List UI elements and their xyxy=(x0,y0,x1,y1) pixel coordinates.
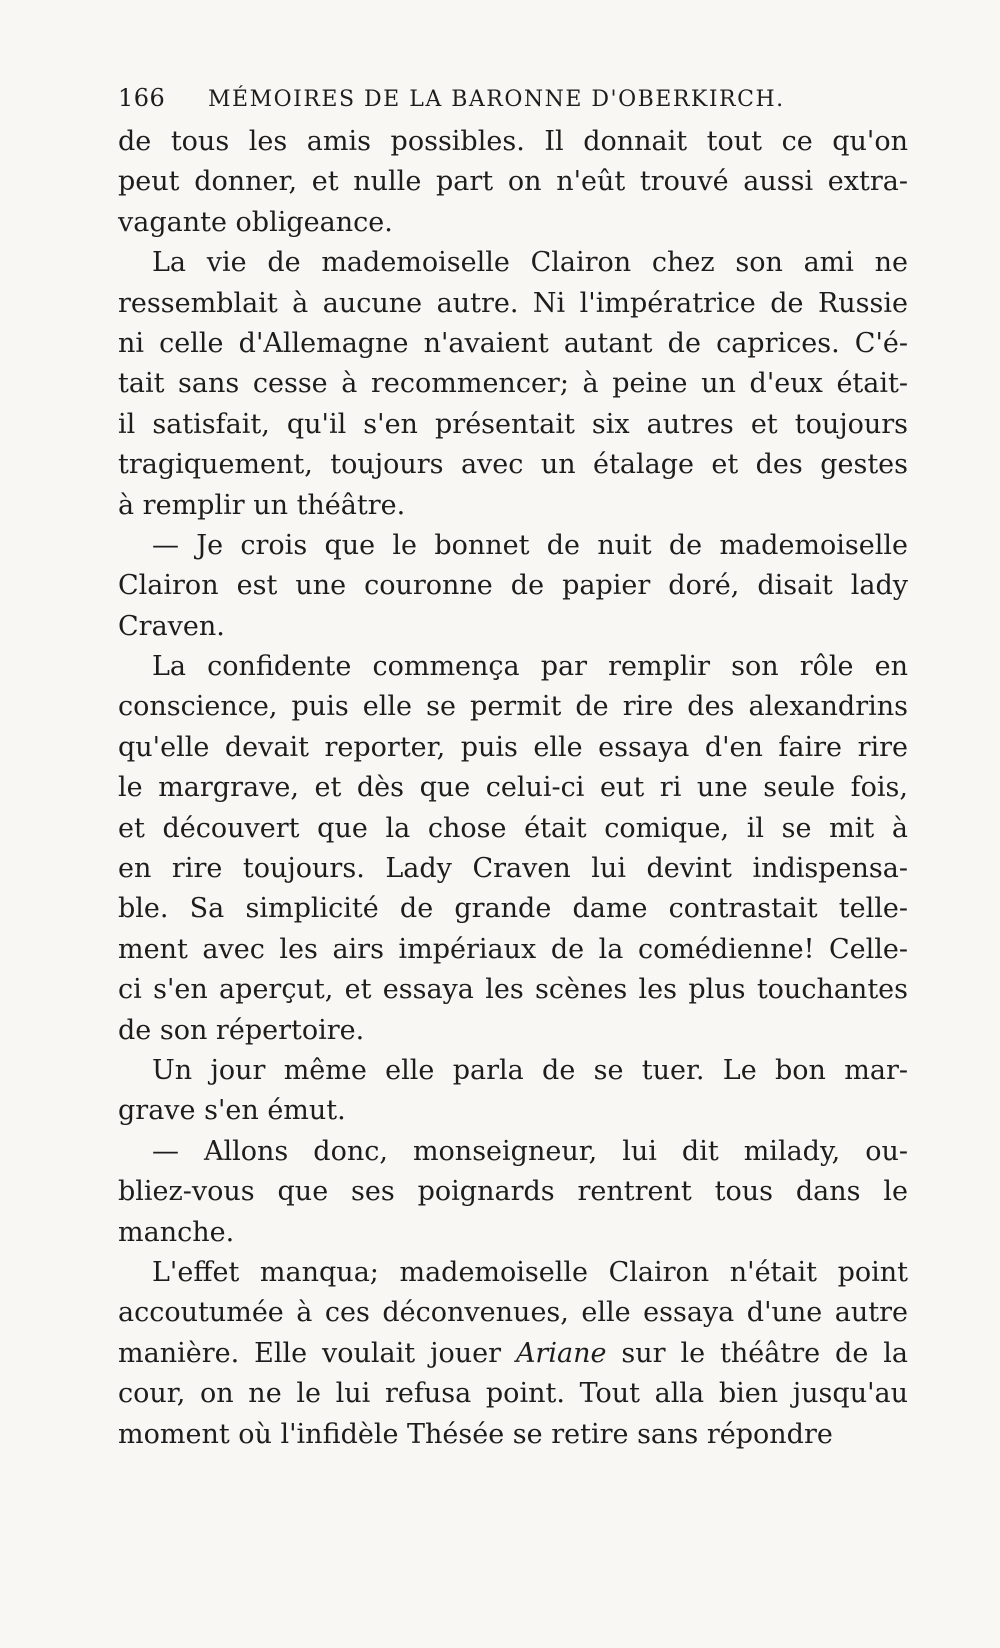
text-line: Un jour même elle parla de se tuer. Le bon mar- xyxy=(152,1054,908,1086)
italic-title: Ariane xyxy=(515,1337,607,1369)
text-line: ment avec les airs impériaux de la comédienne! Celle- xyxy=(118,933,908,965)
text-line: qu'elle devait reporter, puis elle essaya d'en faire rire xyxy=(118,731,908,763)
text-line: La confidente commença par remplir son rôle en xyxy=(152,651,908,683)
text-line: et découvert que la chose était comique, il se mit à xyxy=(118,812,908,844)
text-line: La vie de mademoiselle Clairon chez son ami ne xyxy=(152,247,908,279)
text-line: bliez-vous que ses poignards rentrent tous dans le xyxy=(118,1176,908,1208)
text-line: tait sans cesse à recommencer; à peine un d'eux était- xyxy=(118,368,908,400)
text-line: L'effet manqua; mademoiselle Clairon n'était point xyxy=(152,1256,908,1288)
text-line: peut donner, et nulle part on n'eût trouvé aussi extra- xyxy=(118,166,908,198)
text-line: grave s'en émut. xyxy=(118,1095,346,1127)
text-line: en rire toujours. Lady Craven lui devint indispensa- xyxy=(118,853,908,885)
text-line: ressemblait à aucune autre. Ni l'impératrice de Russie xyxy=(118,287,908,319)
text-line: conscience, puis elle se permit de rire des alexandrins xyxy=(118,691,908,723)
text-line: Craven. xyxy=(118,610,225,642)
text-line: cour, on ne le lui refusa point. Tout alla bien jusqu'au xyxy=(118,1378,908,1410)
text-line: ble. Sa simplicité de grande dame contrastait telle- xyxy=(118,893,908,925)
text-line xyxy=(118,1334,908,1374)
text-line: moment où l'infidèle Thésée se retire sans répondre xyxy=(118,1418,833,1450)
text-line: à remplir un théâtre. xyxy=(118,489,406,521)
text-line: manche. xyxy=(118,1216,235,1248)
text-line: Clairon est une couronne de papier doré, disait lady xyxy=(118,570,908,602)
text-line: — Je crois que le bonnet de nuit de mademoiselle xyxy=(152,529,908,561)
text-line: accoutumée à ces déconvenues, elle essaya d'une autre xyxy=(118,1297,908,1329)
running-head xyxy=(118,78,908,118)
text-line: ci s'en aperçut, et essaya les scènes les plus touchantes xyxy=(118,974,908,1006)
text-line-segment: sur le théâtre de la xyxy=(606,1337,908,1369)
body-text xyxy=(118,122,908,1455)
text-line: ni celle d'Allemagne n'avaient autant de caprices. C'é- xyxy=(118,327,908,359)
text-line: vagante obligeance. xyxy=(118,206,393,238)
text-line: il satisfait, qu'il s'en présentait six autres et toujours xyxy=(118,408,908,440)
text-line-segment: manière. Elle voulait jouer xyxy=(118,1337,516,1369)
text-line: de son répertoire. xyxy=(118,1014,365,1046)
running-title: MÉMOIRES DE LA BARONNE D'OBERKIRCH. xyxy=(208,87,785,112)
page-number: 166 xyxy=(118,84,166,112)
text-line: tragiquement, toujours avec un étalage et des gestes xyxy=(118,449,908,481)
text-line: le margrave, et dès que celui-ci eut ri une seule fois, xyxy=(118,772,908,804)
text-line: de tous les amis possibles. Il donnait tout ce qu'on xyxy=(118,126,908,157)
text-line: — Allons donc, monseigneur, lui dit milady, ou- xyxy=(152,1135,908,1167)
